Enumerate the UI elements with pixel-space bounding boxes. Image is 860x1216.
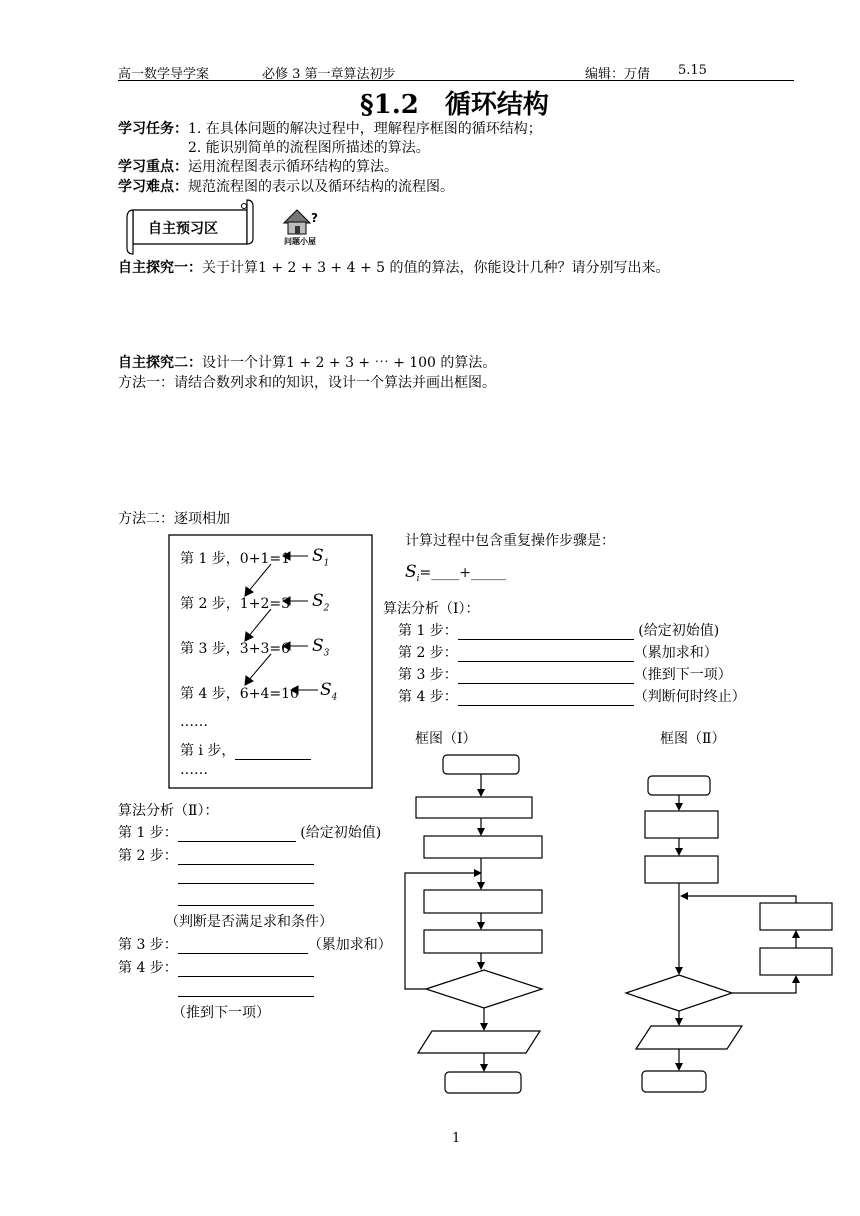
box-step2: 第 2 步，1+2=3 — [180, 596, 290, 612]
box-stepi-blank[interactable] — [235, 745, 311, 760]
tasks-item1: 1. 在具体问题的解决过程中，理解程序框图的循环结构； — [188, 121, 542, 137]
flow2-box2 — [645, 856, 718, 883]
analysis2-step2-blank3-row — [178, 890, 314, 906]
analysis2-step1: 第 1 步： — [118, 825, 178, 841]
analysis2-step3: 第 3 步： — [118, 937, 178, 953]
box-s3-letter: S — [312, 636, 324, 656]
flow1-box3 — [424, 890, 542, 913]
flow1-output — [418, 1031, 540, 1053]
analysis2-note3: （累加求和） — [307, 937, 392, 953]
header-left: 高一数学导学案 — [118, 67, 210, 82]
analysis2-step2: 第 2 步： — [118, 848, 178, 864]
analysis2-step2-blank3[interactable] — [178, 891, 314, 906]
analysis1-step1: 第 1 步： — [398, 623, 458, 639]
difficulty-label: 学习难点： — [118, 179, 188, 195]
explore1-row — [118, 257, 670, 277]
method2: 方法二：逐项相加 — [118, 511, 230, 527]
box-s3-sub: 3 — [323, 648, 330, 659]
analysis2-step4-blank2[interactable] — [178, 982, 314, 997]
explore2-row — [118, 352, 496, 372]
box-dots1: …… — [180, 714, 208, 730]
analysis1-step4-blank[interactable] — [458, 691, 634, 706]
key-point-label: 学习重点： — [118, 159, 188, 175]
method1: 方法一：请结合数列求和的知识，设计一个算法并画出框图。 — [118, 375, 496, 391]
analysis2-step4: 第 4 步： — [118, 960, 178, 976]
analysis2-step2-blank1[interactable] — [178, 850, 314, 865]
analysis1-step4: 第 4 步： — [398, 689, 458, 705]
analysis1-note4: （判断何时终止） — [633, 689, 746, 705]
analysis1-title: 算法分析（Ⅰ）： — [383, 601, 480, 617]
analysis2-step2-blank2[interactable] — [178, 869, 314, 884]
flow2-box4 — [760, 948, 832, 975]
box-s2-letter: S — [312, 591, 324, 611]
flow2-start — [648, 776, 710, 795]
box-step3: 第 3 步，3+3=6 — [180, 641, 290, 657]
box-stepi: 第 i 步， — [180, 743, 236, 759]
analysis2-note4: （推到下一项） — [172, 1005, 270, 1021]
analysis2-title: 算法分析（Ⅱ）： — [118, 803, 219, 819]
box-s4-sub: 4 — [331, 692, 338, 703]
si-sub: i — [416, 573, 420, 584]
si-formula — [405, 562, 506, 584]
box-s1-sub: 1 — [323, 558, 330, 569]
flow2-end — [642, 1071, 706, 1092]
flow2-decision — [626, 975, 732, 1011]
box-step1: 第 1 步，0+1=1 — [180, 551, 290, 567]
analysis2-step2-blank2-row — [178, 868, 314, 884]
page-number: 1 — [452, 1131, 461, 1146]
analysis2-step3-blank[interactable] — [178, 939, 308, 954]
analysis2-step4-blank1[interactable] — [178, 962, 314, 977]
flowchart-1 — [405, 755, 542, 1093]
flow1-box1 — [416, 797, 532, 818]
header-middle: 必修 3 第一章算法初步 — [262, 67, 396, 82]
analysis2-step1-blank[interactable] — [178, 827, 296, 842]
flowchart-2 — [626, 776, 832, 1092]
box-s3 — [312, 636, 329, 658]
si-rest: =____+_____ — [419, 565, 507, 581]
analysis2-step4-row — [118, 957, 314, 977]
analysis1-step2-row — [398, 642, 718, 662]
flow1-start — [443, 755, 519, 774]
flow2-box1 — [645, 811, 718, 838]
analysis1-step2: 第 2 步： — [398, 645, 458, 661]
explore1-text: 关于计算1 + 2 + 3 + 4 + 5 的值的算法，你能设计几种？请分别写出来。 — [202, 260, 670, 276]
analysis1-step3-blank[interactable] — [458, 669, 634, 684]
steps-arrows — [245, 552, 318, 694]
analysis1-step4-row — [398, 686, 746, 706]
flow2-title: 框图（Ⅱ） — [660, 731, 726, 747]
flow2-output — [636, 1026, 742, 1049]
box-s2 — [312, 591, 329, 613]
box-step4: 第 4 步，6+4=10 — [180, 686, 299, 702]
analysis2-note-judge: （判断是否满足求和条件） — [165, 914, 333, 930]
box-dots2: …… — [180, 762, 208, 778]
box-s1-letter: S — [312, 546, 324, 566]
analysis1-step3: 第 3 步： — [398, 667, 458, 683]
analysis1-note1: (给定初始值) — [638, 623, 720, 639]
preview-banner: 自主预习区 — [148, 221, 218, 237]
page-title: §1.2 循环结构 — [360, 90, 549, 120]
flow1-decision — [426, 970, 542, 1008]
header-editor: 编辑：万倩 — [585, 67, 651, 82]
header-date: 5.15 — [678, 63, 707, 78]
explore1-label: 自主探究一： — [118, 260, 202, 276]
repeat-text: 计算过程中包含重复操作步骤是： — [405, 533, 615, 549]
analysis1-note3: （推到下一项） — [633, 667, 732, 683]
analysis2-step1-row — [118, 822, 381, 842]
analysis1-step2-blank[interactable] — [458, 647, 634, 662]
box-stepi-row — [180, 740, 311, 760]
explore2-text: 设计一个计算1 + 2 + 3 + ⋯ + 100 的算法。 — [202, 355, 497, 371]
key-point-text: 运用流程图表示循环结构的算法。 — [188, 159, 398, 175]
si-letter: S — [405, 562, 417, 582]
difficulty-text: 规范流程图的表示以及循环结构的流程图。 — [188, 179, 454, 195]
question-house-label: 问题小屋 — [284, 236, 316, 246]
tasks-item2: 2. 能识别简单的流程图所描述的算法。 — [188, 140, 430, 156]
analysis2-step3-row — [118, 934, 392, 954]
analysis2-note1: (给定初始值) — [300, 825, 382, 841]
explore2-label: 自主探究二： — [118, 355, 202, 371]
flow1-end — [445, 1072, 521, 1093]
box-s1 — [312, 546, 329, 568]
flowchart-2-arrowheads — [675, 803, 800, 1071]
flow1-box2 — [424, 836, 542, 858]
analysis1-note2: （累加求和） — [633, 645, 718, 661]
box-s2-sub: 2 — [323, 603, 330, 614]
analysis1-step1-blank[interactable] — [458, 625, 634, 640]
analysis2-step2-row — [118, 845, 314, 865]
house-icon — [284, 210, 318, 234]
box-s4-letter: S — [320, 680, 332, 700]
analysis1-step1-row — [398, 620, 719, 640]
analysis2-step4-blank2-row — [178, 981, 314, 997]
svg-text:?: ? — [311, 211, 318, 225]
flow1-title: 框图（Ⅰ） — [415, 731, 477, 747]
box-s4 — [320, 680, 337, 702]
flow1-box4 — [424, 930, 542, 953]
tasks-label: 学习任务： — [118, 121, 188, 137]
flow2-box3 — [760, 903, 832, 930]
analysis1-step3-row — [398, 664, 732, 684]
